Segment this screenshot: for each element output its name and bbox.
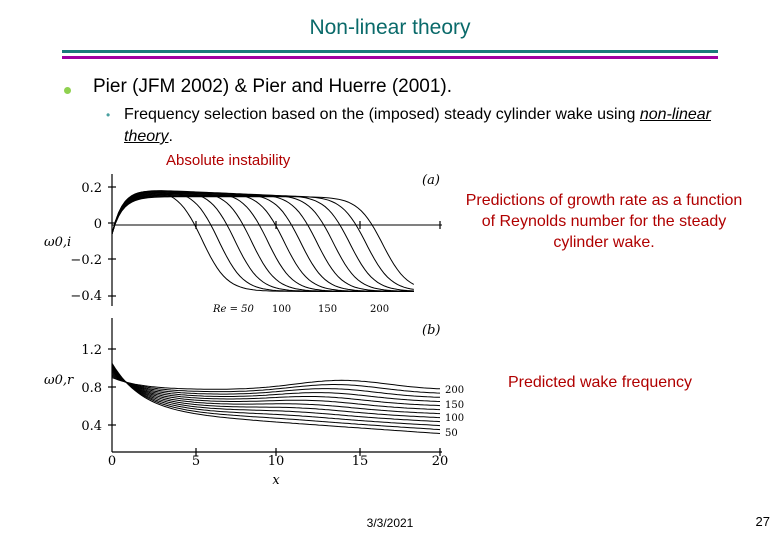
a-panel-label: (a) [422,173,440,188]
b-ytick-0: 1.2 [81,343,102,358]
wake-frequency-annotation: Predicted wake frequency [507,374,693,391]
bullet-reference: Pier (JFM 2002) & Pier and Huerre (2001). [93,76,453,97]
a-ylabel: ω0,i [44,235,72,250]
page-number: 27 [755,514,770,529]
growth-rate-curve [112,191,414,292]
wake-frequency-curve [112,378,440,390]
growth-rate-curve [112,194,414,292]
a-ytick-0: 0.2 [81,181,102,196]
a-re-label-150: 150 [318,304,338,315]
a-re-label-200: 200 [370,304,390,315]
b-xlabel: x [272,473,280,488]
growth-rate-curve [112,195,414,292]
wake-frequency-curve [112,368,440,417]
b-right-label-200: 200 [445,385,465,396]
absolute-instability-label: Absolute instability [166,152,291,169]
b-xtick-0: 0 [107,454,117,469]
sub-bullet-suffix: . [168,128,173,145]
b-right-label-150: 150 [445,400,465,411]
panel-a-curves [112,191,414,292]
growth-rate-curve [112,195,414,291]
b-panel-label: (b) [422,323,441,338]
growth-rate-curve [112,191,414,291]
sub-bullet-mark: • [106,108,111,122]
b-ytick-1: 0.8 [81,381,102,396]
b-right-label-100: 100 [445,413,465,424]
growth-rate-annotation: Predictions of growth rate as a function of Reynolds number for the steady cylinder wake. [465,192,743,251]
a-re-label-100: 100 [272,304,292,315]
slide-title: Non-linear theory [309,16,471,39]
b-xtick-1: 5 [191,454,201,469]
growth-rate-curve [112,191,414,291]
a-re-label-50: Re = 50 [213,304,254,315]
growth-rate-curve [112,197,414,285]
b-xtick-3: 15 [351,454,369,469]
footer-date: 3/3/2021 [366,516,414,530]
a-ytick-1: 0 [93,217,102,232]
b-xtick-4: 20 [431,454,449,469]
growth-rate-curve [112,196,414,289]
sub-bullet-prefix: Frequency selection based on the (imposed) steady cylinder wake using [124,106,640,123]
sub-bullet-underlined: non-linear theory [124,106,711,145]
b-right-label-50: 50 [445,428,458,439]
growth-rate-curve [112,193,414,292]
b-ylabel: ω0,r [44,373,74,388]
a-ytick-2: −0.2 [70,253,102,268]
b-xtick-2: 10 [267,454,285,469]
panel-b-curves [112,363,440,433]
a-ytick-3: −0.4 [70,289,102,304]
growth-rate-curve [112,191,414,292]
b-ytick-2: 0.4 [81,419,102,434]
